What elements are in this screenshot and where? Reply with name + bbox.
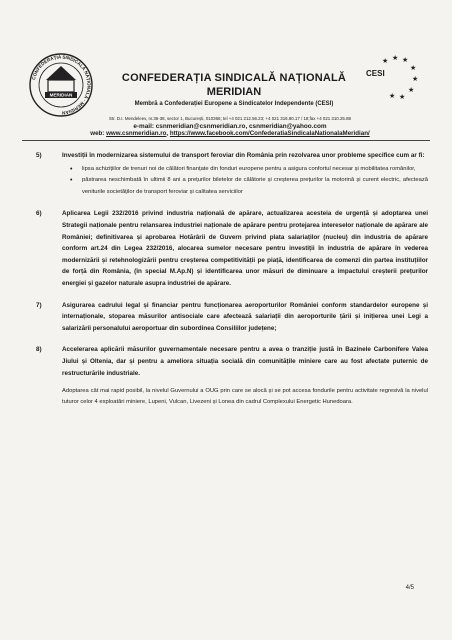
item-number: 6) <box>36 210 42 218</box>
contact-email: e-mail: csnmeridian@csnmeridian.ro, csnmeridian@yahoo.com <box>133 123 327 130</box>
org-name: CONFEDERAȚIA SINDICALĂ NAȚIONALĂ <box>121 72 347 84</box>
header-divider <box>22 140 430 141</box>
svg-text:★: ★ <box>412 75 419 83</box>
bullet-item: • lipsa achizițiilor de trenuri noi de călători finanțate din fonduri europene pentru a asigura confortul necesar și mobilitatea românilor, <box>62 164 428 176</box>
web-separator: , <box>166 130 170 137</box>
svg-text:★: ★ <box>382 57 389 65</box>
page-number: 4/5 <box>405 585 414 591</box>
facebook-link[interactable]: https://www.facebook.com/ConfederatiaSindicalaNationalaMeridian/ <box>169 130 370 137</box>
item-6 <box>36 208 428 289</box>
item-number: 5) <box>36 152 42 159</box>
svg-text:CONFEDERAȚIA SINDICALĂ NAȚIONA: CONFEDERAȚIA SINDICALĂ NAȚIONALĂ · MERIDIAN <box>31 54 92 116</box>
web-prefix: web: <box>90 130 107 137</box>
org-subtitle: MERIDIAN <box>206 86 262 98</box>
svg-text:★: ★ <box>402 56 409 64</box>
svg-text:MERIDIAN: MERIDIAN <box>49 92 73 98</box>
item-7 <box>36 300 428 335</box>
item-number: 8) <box>36 346 42 354</box>
item-text: Asigurarea cadrului legal și financiar pentru funcționarea aeroporturilor României conform standardelor europene și internaționale, stoparea măsurilor antisociale care afectează salariații din aeroporturile țării și inițierea unei Legi a salarizării personalului aeroportuar din subordinea Consiliilor județene; <box>62 301 428 332</box>
item-text: Aplicarea Legii 232/2016 privind industria națională de apărare, actualizarea acesteia de urgență și adoptarea unei Strategii naționale pentru relansarea industriei naționale de apărare pentru protejarea intereselor naționale de apărare ale României; definitivarea și aprobarea Hotărârii de Guvern privind plata salariaților (nucleu) din industria de apărare conform art.24 din Legea 232/2016, alocarea sumelor necesare pentru investiții în industria de apărare în vederea modernizării și retehnologizării pentru creșterea competitivității pe piață, identificarea de comenzi din partea instituțiilor de forță din România, (în special M.Ap.N) și identificarea unor măsuri de diminuare a impactului creșterii prețurilor energiei și gazelor naturale asupra industriei de apărare. <box>62 210 428 287</box>
contact-web <box>20 130 440 137</box>
item-5 <box>36 150 428 198</box>
svg-text:★: ★ <box>408 86 415 94</box>
svg-text:★: ★ <box>392 54 399 62</box>
membership-line: Membră a Confederației Europene a Sindicatelor Independente (CESI) <box>134 101 334 107</box>
item-number: 7) <box>36 301 42 309</box>
meridian-logo <box>28 52 94 118</box>
svg-text:★: ★ <box>389 92 396 100</box>
svg-text:★: ★ <box>399 93 406 101</box>
bullet-list <box>62 164 428 199</box>
item-8 <box>36 344 428 379</box>
cesi-stars-logo <box>372 54 422 104</box>
website-link[interactable]: www.csnmeridian.ro <box>106 130 167 137</box>
contact-address: Str. D.I. Mendeleev, nr.36-38, sector 1, București, 010366; tel +4 021 212.56.23; +4 021 316.80.17 / 18;fax +4 021 310.25.88 <box>109 116 351 121</box>
bullet-item: • păstrarea neschimbată în ultimii 8 ani a prețurilor biletelor de călătorie și creșterea prețurilor la motorină și curent electric, afectează veniturile societăților de transport feroviar și calitatea serviciilor <box>62 175 428 198</box>
closing-paragraph: Adoptarea cât mai rapid posibil, la nivelul Guvernului a OUG prin care se alocă și se pot accesa fondurile pentru activitate regresivă la nivelul tuturor celor 4 exploatări miniere, Lupeni, Vulcan, Livezeni și Lonea din cadrul Complexului Energetic Hunedoara. <box>62 388 428 406</box>
svg-text:★: ★ <box>410 64 417 72</box>
item-text: Accelerarea aplicării măsurilor guvernamentale necesare pentru a avea o tranziție justă în Bazinele Carbonifere Valea Jiului și Oltenia, dar și pentru a ameliora situația socială din comunitățile miniere care au fost afectate puternic de restructurările industriale. <box>62 346 428 377</box>
cesi-label: CESI <box>366 69 385 78</box>
document-body <box>36 150 428 408</box>
item-text: Investiții în modernizarea sistemului de transport feroviar din România prin rezolvarea unor probleme specifice cum ar fi: <box>62 152 425 159</box>
